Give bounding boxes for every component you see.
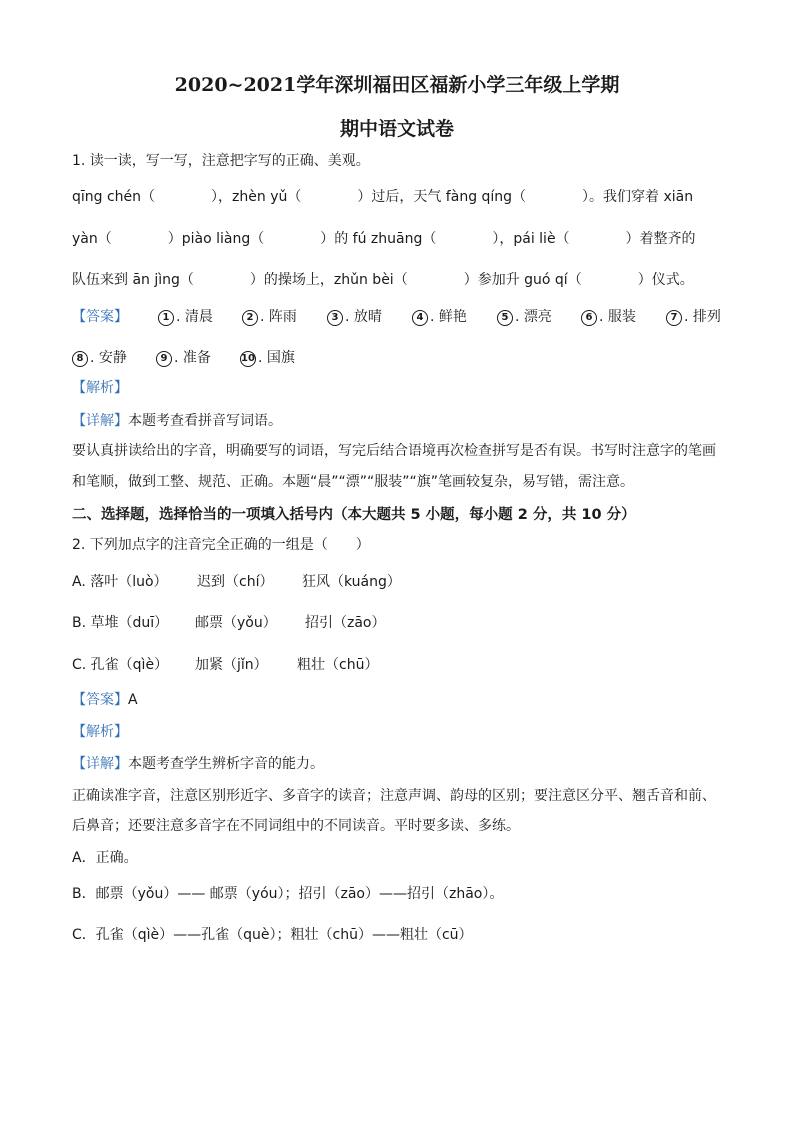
answer-item: 5 . 漂亮 (497, 306, 552, 326)
q2-explain-a: A．正确。 (72, 850, 138, 866)
q2-answer: 【答案】A (72, 692, 138, 708)
answer-item: 6 . 服装 (581, 306, 636, 326)
answer-item: 2 . 阵雨 (242, 306, 297, 326)
q2-explain-2: 后鼻音；还要注意多音字在不同词组中的不同读音。平时要多读、多练。 (72, 818, 520, 834)
q1-explain-1: 要认真拼读给出的字音，明确要写的词语，写完后结合语境再次检查拼写是否有误。书写时注意字的笔画 (72, 443, 716, 459)
q1-row-2: yàn（ ）piào liàng（ ）的 fú zhuāng（ ），pái liè（ ）着整齐的 (72, 231, 696, 247)
q2-explain-c: C．孔雀（qìè）——孔雀（què）；粗壮（chū）——粗壮（cū） (72, 927, 473, 943)
answer-item: 4 . 鲜艳 (412, 306, 467, 326)
answer-item: 8 . 安静 (72, 347, 127, 367)
q2-option-a: A. 落叶（luò） 迟到（chí） 狂风（kuáng） (72, 574, 401, 590)
answer-label: 【答案】 (72, 309, 128, 325)
q2-explain-1: 正确读准字音，注意区别形近字、多音字的读音；注意声调、韵母的区别；要注意区分平、翘舌音和前、 (72, 788, 716, 804)
q2-explain-b: B．邮票（yǒu）—— 邮票（yóu）；招引（zāo）——招引（zhāo）。 (72, 886, 504, 902)
q1-stem: 1. 读一读，写一写，注意把字写的正确、美观。 (72, 153, 370, 169)
q1-answer-row-1 (72, 306, 732, 328)
page-title: 2020~2021学年深圳福田区福新小学三年级上学期 (174, 74, 620, 96)
q1-detail: 【详解】本题考查看拼音写词语。 (72, 413, 282, 429)
answer-item: 1 . 清晨 (158, 306, 213, 326)
answer-item: 3 . 放晴 (327, 306, 382, 326)
q2-option-b: B. 草堆（duī） 邮票（yǒu） 招引（zāo） (72, 615, 386, 631)
q2-option-c: C. 孔雀（qìè） 加紧（jǐn） 粗壮（chū） (72, 657, 379, 673)
answer-item: 9 . 准备 (156, 347, 211, 367)
q2-analysis-label: 【解析】 (72, 724, 128, 740)
answer-item: 10 . 国旗 (241, 350, 295, 366)
q2-stem: 2. 下列加点字的注音完全正确的一组是（ ） (72, 537, 370, 553)
q1-answer-row-2 (72, 347, 372, 369)
answer-item: 7 . 排列 (666, 306, 721, 326)
page-subtitle: 期中语文试卷 (339, 118, 454, 140)
section-heading: 二、选择题，选择恰当的一项填入括号内（本大题共 5 小题，每小题 2 分，共 10 分） (72, 507, 636, 523)
q1-analysis-label: 【解析】 (72, 380, 128, 396)
q1-row-3: 队伍来到 ān jìng（ ）的操场上，zhǔn bèi（ ）参加升 guó qí（ ）仪式。 (72, 272, 694, 288)
q1-explain-2: 和笔顺，做到工整、规范、正确。本题“晨”“漂”“服装”“旗”笔画较复杂，易写错，需注意。 (72, 474, 635, 490)
q2-detail: 【详解】本题考查学生辨析字音的能力。 (72, 756, 324, 772)
q1-row-1: qīng chén（ ），zhèn yǔ（ ）过后，天气 fàng qíng（ ）。我们穿着 xiān (72, 189, 694, 205)
